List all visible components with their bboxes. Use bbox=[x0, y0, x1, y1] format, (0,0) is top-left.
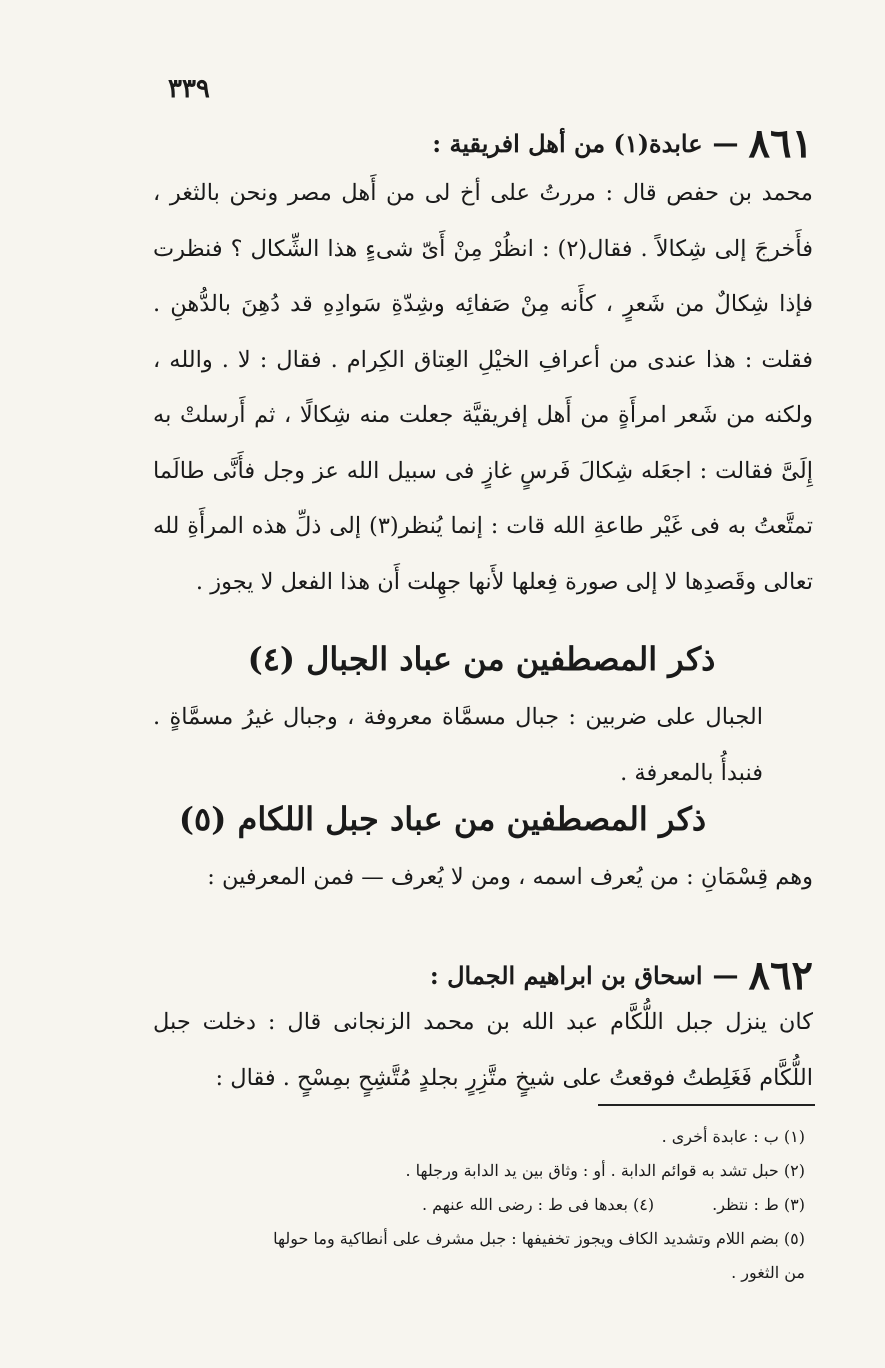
entry-number: ٨٦١ bbox=[748, 120, 813, 167]
section-title-mountains: ذكر المصطفين من عباد الجبال (٤) bbox=[247, 640, 716, 678]
footnote-5-line-1: (٥) بضم اللام وتشديد الكاف ويجوز تخفيفها : جبل مشرف على أنطاكية وما حولها bbox=[273, 1229, 805, 1248]
footnote-3: (٣) ط : نتظر. bbox=[712, 1195, 805, 1214]
entry-861-paragraph: محمد بن حفص قال : مررتُ على أخ لى من أَهل مصر ونحن بالثغر ، فأَخرجَ إلى شِكالاً . فقال(٢) : انظُرْ مِنْ أَىّ شىءٍ هذا الشِّكال ؟ فنظرت فإذا شِكالٌ من شَعرٍ ، كأَنه مِنْ صَفائِه وشِدّةِ سَوادِهِ قد دُهِنَ بالدُّهنِ . فقلت : هذا عندى من أعرافِ الخيْلِ العِتاق الكِرام . فقال : لا . والله ، ولكنه من شَعر امرأَةٍ من أَهل إفريقيَّة جعلت منه شِكالًا ، ثم أَرسلتْ به إِلَىَّ فقالت : اجعَله شِكالَ فَرسٍ غازٍ فى سبيل الله عز وجل فأَنَّى طالَما تمتَّعتُ به فى غَيْر طاعةِ الله قات : إنما يُنظر(٣) إلى ذلِّ هذه المرأَةِ لله تعالى وقَصدِها لا إلى صورة فِعلها لأَنها جهِلت أَن هذا الفعل لا يجوز . bbox=[153, 180, 813, 595]
page-number: ٣٣٩ bbox=[168, 74, 210, 104]
entry-862-heading bbox=[430, 952, 813, 999]
entry-dash: — bbox=[712, 128, 739, 159]
footnote-row-3-4 bbox=[120, 1188, 805, 1222]
footnote-4: (٤) بعدها فى ط : رضى الله عنهم . bbox=[421, 1195, 655, 1214]
footnotes bbox=[120, 1120, 805, 1290]
entry-861-heading bbox=[432, 120, 813, 167]
entry-dash: — bbox=[712, 960, 739, 991]
section-mountains-paragraph: الجبال على ضربين : جبال مسمَّاة معروفة ، وجبال غيرُ مسمَّاةٍ . فنبدأُ بالمعرفة . bbox=[153, 704, 763, 786]
entry-title: عابدة(١) من أهل افريقية : bbox=[432, 129, 703, 158]
footnote-1: (١) ب : عابدة أخرى . bbox=[661, 1127, 805, 1146]
footnote-2: (٢) حبل تشد به قوائم الدابة . أو : وثاق بين يد الدابة ورجلها . bbox=[405, 1161, 805, 1180]
footnote-5-line-2: من الثغور . bbox=[731, 1263, 805, 1282]
section-title-lukkam: ذكر المصطفين من عباد جبل اللكام (٥) bbox=[178, 800, 707, 838]
section-lukkam-paragraph: وهم قِسْمَانِ : من يُعرف اسمه ، ومن لا يُعرف — فمن المعرفين : bbox=[207, 864, 813, 890]
entry-number: ٨٦٢ bbox=[748, 952, 813, 999]
entry-title: اسحاق بن ابراهيم الجمال : bbox=[429, 961, 703, 990]
entry-862-paragraph: كان ينزل جبل اللُّكَّام عبد الله بن محمد الزنجانى قال : دخلت جبل اللُّكَّام فَغَلِطتُ فوقعتُ على شيخٍ متَّزِرٍ بجلدٍ مُتَّشِحٍ بمِسْحٍ . فقال : bbox=[153, 1009, 813, 1091]
footnote-separator bbox=[598, 1104, 815, 1106]
